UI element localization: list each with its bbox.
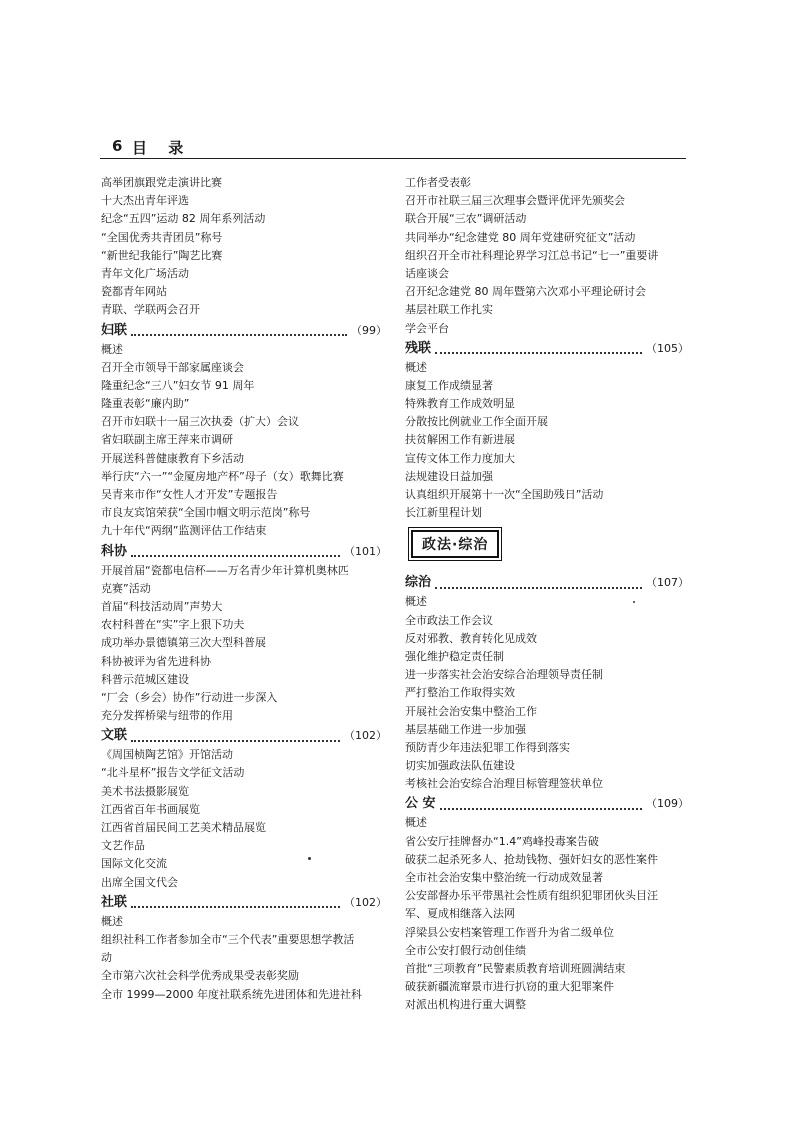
leader-dots xyxy=(440,798,642,810)
section-heading-wenlian[interactable] xyxy=(101,725,387,746)
toc-entry[interactable]: 召开市妇联十一届三次执委（扩大）会议 xyxy=(101,415,299,429)
section-heading-zongzhi[interactable] xyxy=(405,572,689,593)
toc-entry[interactable]: 江西省首届民间工艺美术精品展览 xyxy=(101,821,266,834)
toc-entry[interactable]: 《周国桢陶艺馆》开馆活动 xyxy=(101,748,233,762)
section-heading-shelian[interactable] xyxy=(101,892,387,913)
toc-entry[interactable]: 首届“科技活动周”声势大 xyxy=(101,599,223,613)
toc-entry[interactable]: 组织召开全市社科理论界学习江总书记“七一”重要讲 xyxy=(405,248,659,262)
toc-entry[interactable]: 瓷都青年网站 xyxy=(101,285,167,299)
section-heading-canlian[interactable] xyxy=(405,338,689,359)
page-title: 目 录 xyxy=(132,139,192,157)
toc-entry[interactable]: 全市 1999—2000 年度社联系统先进团体和先进社科 xyxy=(101,987,362,1001)
section-page: （102） xyxy=(344,729,387,743)
fulian-list xyxy=(101,341,387,541)
toc-entry[interactable]: 基层社联工作扎实 xyxy=(405,303,493,317)
toc-entry[interactable]: 省妇联副主席王萍来市调研 xyxy=(101,433,233,447)
section-heading-fulian[interactable] xyxy=(101,320,387,341)
right-column xyxy=(405,174,689,1015)
toc-entry[interactable]: 切实加强政法队伍建设 xyxy=(405,759,515,773)
toc-entry[interactable]: 进一步落实社会治安综合治理领导责任制 xyxy=(405,668,603,682)
toc-entry[interactable]: 美术书法摄影展览 xyxy=(101,784,189,798)
toc-entry[interactable]: 科普示范城区建设 xyxy=(101,672,189,686)
leader-dots xyxy=(131,896,340,908)
toc-entry[interactable]: 充分发挥桥梁与纽带的作用 xyxy=(101,709,233,723)
toc-entry[interactable]: “北斗星杯”报告文学征文活动 xyxy=(101,766,245,780)
section-title: 社联 xyxy=(101,894,128,910)
toc-entry[interactable]: 举行庆“六一”“金厦房地产杯”母子（女）歌舞比赛 xyxy=(101,469,344,483)
section-heading-gongan[interactable] xyxy=(405,793,689,814)
shelian-list xyxy=(101,913,387,1004)
toc-entry[interactable]: 工作者受表彰 xyxy=(405,176,471,189)
toc-entry[interactable]: 开展送科普健康教育下乡活动 xyxy=(101,451,244,465)
toc-entry[interactable]: 认真组织开展第十一次“全国助残日”活动 xyxy=(405,488,604,501)
print-speck xyxy=(308,857,311,860)
toc-entry[interactable]: 江西省百年书画展览 xyxy=(101,802,200,816)
toc-entry[interactable]: 军、夏成相继落入法网 xyxy=(405,907,515,921)
section-page: （105） xyxy=(646,341,689,355)
page-header xyxy=(104,137,684,159)
toc-entry[interactable]: 反对邪教、教育转化见成效 xyxy=(405,631,537,645)
toc-entry[interactable]: “全国优秀共青团员”称号 xyxy=(101,230,223,244)
toc-entry[interactable]: 纪念“五四”运动 82 周年系列活动 xyxy=(101,212,266,226)
section-title: 综治 xyxy=(405,575,432,591)
section-page: （109） xyxy=(646,797,689,811)
zongzhi-list xyxy=(405,593,689,793)
toc-entry[interactable]: 动 xyxy=(101,951,112,965)
toc-entry[interactable]: 概述 xyxy=(101,914,123,928)
toc-entry[interactable]: 开展社会治安集中整治工作 xyxy=(405,704,537,718)
wenlian-list xyxy=(101,746,387,892)
toc-entry[interactable]: 召开全市领导干部家属座谈会 xyxy=(101,360,244,374)
toc-entry[interactable]: 法规建设日益加强 xyxy=(405,469,493,483)
leader-dots xyxy=(131,545,340,557)
toc-entry[interactable]: 召开纪念建党 80 周年暨第六次邓小平理论研讨会 xyxy=(405,285,646,299)
toc-entry[interactable]: 青联、学联两会召开 xyxy=(101,303,200,317)
toc-entry[interactable]: 克赛”活动 xyxy=(101,581,151,595)
toc-entry[interactable]: 十大杰出青年评选 xyxy=(101,194,189,208)
toc-entry[interactable]: 出席全国文代会 xyxy=(101,875,178,889)
section-title: 妇联 xyxy=(101,322,128,338)
toc-entry[interactable]: 对派出机构进行重大调整 xyxy=(405,998,526,1012)
toc-entry[interactable]: 康复工作成绩显著 xyxy=(405,378,493,392)
toc-entry[interactable]: 全市政法工作会议 xyxy=(405,613,493,627)
toc-entry[interactable]: 联合开展“三农”调研活动 xyxy=(405,212,527,226)
toc-entry[interactable]: 隆重纪念“三八”妇女节 91 周年 xyxy=(101,378,255,392)
toc-entry[interactable]: 吴青来市作“女性人才开发”专题报告 xyxy=(101,488,278,501)
section-title: 残联 xyxy=(405,340,432,356)
toc-entry[interactable]: 破获新疆流窜景市进行扒窃的重大犯罪案件 xyxy=(405,980,614,994)
toc-entry[interactable]: 扶贫解困工作有新进展 xyxy=(405,433,515,447)
toc-entry[interactable]: “新世纪我能行”陶艺比赛 xyxy=(101,248,223,262)
print-speck xyxy=(633,601,635,603)
gongan-list xyxy=(405,814,689,1014)
section-page: （102） xyxy=(344,895,387,909)
section-title: 科协 xyxy=(101,543,128,559)
section-heading-kexie[interactable] xyxy=(101,541,387,562)
toc-entry[interactable]: 概述 xyxy=(101,342,123,356)
toc-entry[interactable]: 概述 xyxy=(405,360,427,374)
toc-entry[interactable]: 开展首届“瓷都电信杯——万名青少年计算机奥林匹 xyxy=(101,563,349,577)
toc-entry[interactable]: 高举团旗跟党走演讲比赛 xyxy=(101,176,222,189)
toc-entry[interactable]: 全市社会治安集中整治统一行动成效显著 xyxy=(405,871,603,884)
section-page: （107） xyxy=(646,576,689,590)
leader-dots xyxy=(131,324,347,336)
section-page: （99） xyxy=(351,323,387,337)
toc-entry[interactable]: 公安部督办乐平带黑社会性质有组织犯罪团伙头目汪 xyxy=(405,889,658,903)
toc-entry[interactable]: 破获二起杀死多人、抢劫钱物、强奸妇女的恶性案件 xyxy=(405,852,658,866)
canlian-list xyxy=(405,359,689,523)
page-number: 6 xyxy=(112,137,123,155)
toc-entry[interactable]: 预防青少年违法犯罪工作得到落实 xyxy=(405,740,570,754)
toc-entry[interactable]: 浮梁县公安档案管理工作晋升为省二级单位 xyxy=(405,925,614,939)
toc-entry[interactable]: 考核社会治安综合治理目标管理签状单位 xyxy=(405,777,603,791)
toc-entry[interactable]: 概述 xyxy=(405,816,427,830)
toc-entry[interactable]: 科协被评为省先进科协 xyxy=(101,654,211,668)
toc-entry[interactable]: 全市第六次社会科学优秀成果受表彰奖励 xyxy=(101,969,299,983)
toc-entry[interactable]: 全市公安打假行动创佳绩 xyxy=(405,943,526,957)
category-banner xyxy=(405,522,689,572)
toc-entry[interactable]: 农村科普在“实”字上狠下功夫 xyxy=(101,618,245,632)
left-intro-list xyxy=(101,174,387,320)
section-title: 文联 xyxy=(101,728,128,744)
toc-entry[interactable]: 文艺作品 xyxy=(101,839,145,853)
toc-entry[interactable]: 强化维护稳定责任制 xyxy=(405,649,504,663)
toc-entry[interactable]: 长江新里程计划 xyxy=(405,506,482,520)
toc-entry[interactable]: 特殊教育工作成效明显 xyxy=(405,397,515,411)
toc-entry[interactable]: 国际文化交流 xyxy=(101,857,167,871)
toc-entry[interactable]: 共同举办“纪念建党 80 周年党建研究征文”活动 xyxy=(405,230,636,244)
toc-entry[interactable]: 基层基础工作进一步加强 xyxy=(405,722,526,736)
left-column xyxy=(101,174,387,1004)
leader-dots xyxy=(131,730,340,742)
toc-entry[interactable]: 召开市社联三届三次理事会暨评优评先颁奖会 xyxy=(405,194,625,208)
toc-entry[interactable]: 成功举办景德镇第三次大型科普展 xyxy=(101,636,266,650)
right-intro-list xyxy=(405,174,689,338)
toc-entry[interactable]: 组织社科工作者参加全市“三个代表”重要思想学教活 xyxy=(101,932,355,946)
toc-entry[interactable]: 省公安厅挂牌督办“1.4”鸡峰投毒案告破 xyxy=(405,834,599,848)
toc-entry[interactable]: 话座谈会 xyxy=(405,266,449,280)
leader-dots xyxy=(435,577,642,589)
category-banner-label: 政法·综治 xyxy=(411,530,499,558)
toc-entry[interactable]: “厂会（乡会）协作”行动进一步深入 xyxy=(101,690,278,704)
toc-entry[interactable]: 青年文化广场活动 xyxy=(101,266,189,280)
section-page: （101） xyxy=(344,544,387,558)
toc-entry[interactable]: 首批“三项教育”民警素质教育培训班圆满结束 xyxy=(405,961,626,975)
toc-entry[interactable]: 隆重表彰“廉内助” xyxy=(101,397,190,411)
toc-entry[interactable]: 严打整治工作取得实效 xyxy=(405,686,515,700)
section-title: 公 安 xyxy=(405,796,436,812)
toc-entry[interactable]: 九十年代“两纲”监测评估工作结束 xyxy=(101,524,267,538)
toc-entry[interactable]: 分散按比例就业工作全面开展 xyxy=(405,415,548,429)
header-rule xyxy=(100,158,686,159)
toc-entry[interactable]: 概述 xyxy=(405,595,427,609)
toc-entry[interactable]: 市良友宾馆荣获“全国巾帼文明示范岗”称号 xyxy=(101,506,311,520)
toc-entry[interactable]: 宣传文体工作力度加大 xyxy=(405,451,515,465)
leader-dots xyxy=(435,342,642,354)
toc-entry[interactable]: 学会平台 xyxy=(405,321,449,335)
kexie-list xyxy=(101,562,387,726)
